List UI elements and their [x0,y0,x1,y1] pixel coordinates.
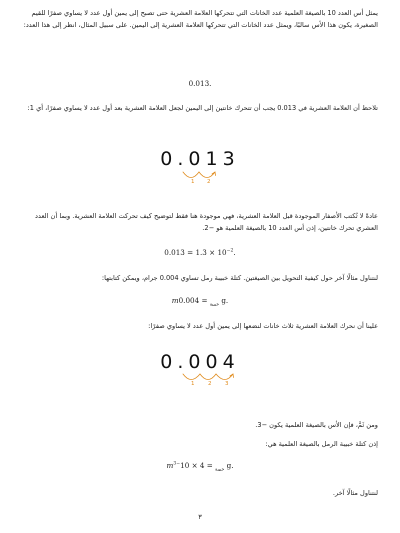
hop-arc [216,374,233,380]
paragraph-sand-mass: لنتناول مثالًا آخر حول كيفية التحويل بين الصيغتين. كتلة خبيبة رمل تساوي 0.004 جرام، ويمكن كتابتها: [101,274,378,282]
hop-label: 2 [208,381,212,387]
hop-arc [199,172,215,178]
hop-label: 1 [191,381,195,387]
hop-arc [183,374,200,380]
equation-scientific-1: $0.013 = 1.3 \times 10^{-2}$. [164,248,236,257]
paragraph-zeros-note: عادةً لا تُكتب الأصفار الموجودة قبل العلامة العشرية، فهي موجودة هنا فقط لتوضيح كيف تحركت العلامة العشرية. وبما أن العدد العشري تحرك خانتين، إذن أس العدد 10 بالصيغة العلمية هو −2. [35,212,378,232]
hop-label: 1 [191,179,195,185]
paragraph-move-three: علينا أن نحرك العلامة العشرية ثلاث خانات لنضعها إلى يمين أول عدد لا يساوي صفرًا: [148,322,378,330]
equation-sand-mass: m $_{خبيبة}$ = 0.004 g. [171,296,229,308]
paragraph-scientific-mass: إذن كتلة خبيبة الرمل بالصيغة العلمية هي: [265,440,378,448]
decimal-diagram-2: 0.004 [160,351,240,373]
decimal-diagram-1: 0.013 [160,148,240,170]
hop-arc [200,374,216,380]
hop-label: 2 [207,179,211,185]
equation-sand-scientific: m $_{خبيبة} = 4 \times 10^{-3}$ g. [166,461,234,473]
hop-arc [183,172,199,178]
equation-example-number: 0.013. [188,79,212,88]
paragraph-intro: يمثل أس العدد 10 بالصيغة العلمية عدد الخانات التي تتحركها العلامة العشرية حتى تصبح إلى يمين أول عدد لا يساوي صفرًا للقيم الصغيرة، يكون هذا الأس سالبًا، ويمثل عدد الخانات التي تتحركها العلامة العشرية إلى اليمين. على سبيل المثال، انظر إلى هذا العدد: [23,9,378,29]
hop-label: 3 [225,381,229,387]
paragraph-exponent-result: ومن ثَمَّ، فإن الأس بالصيغة العلمية يكون −3. [255,421,378,429]
page-number: ٣ [198,513,202,521]
paragraph-decimal-move: تلاحظ أن العلامة العشرية في 0.013 يجب أن تتحرك خانتين إلى اليمين لجعل العلامة العشرية بعد أول عدد لا يساوي صفرًا، أي 1: [27,104,378,112]
paragraph-another-example: لنتناول مثالًا آخر. [332,489,378,497]
